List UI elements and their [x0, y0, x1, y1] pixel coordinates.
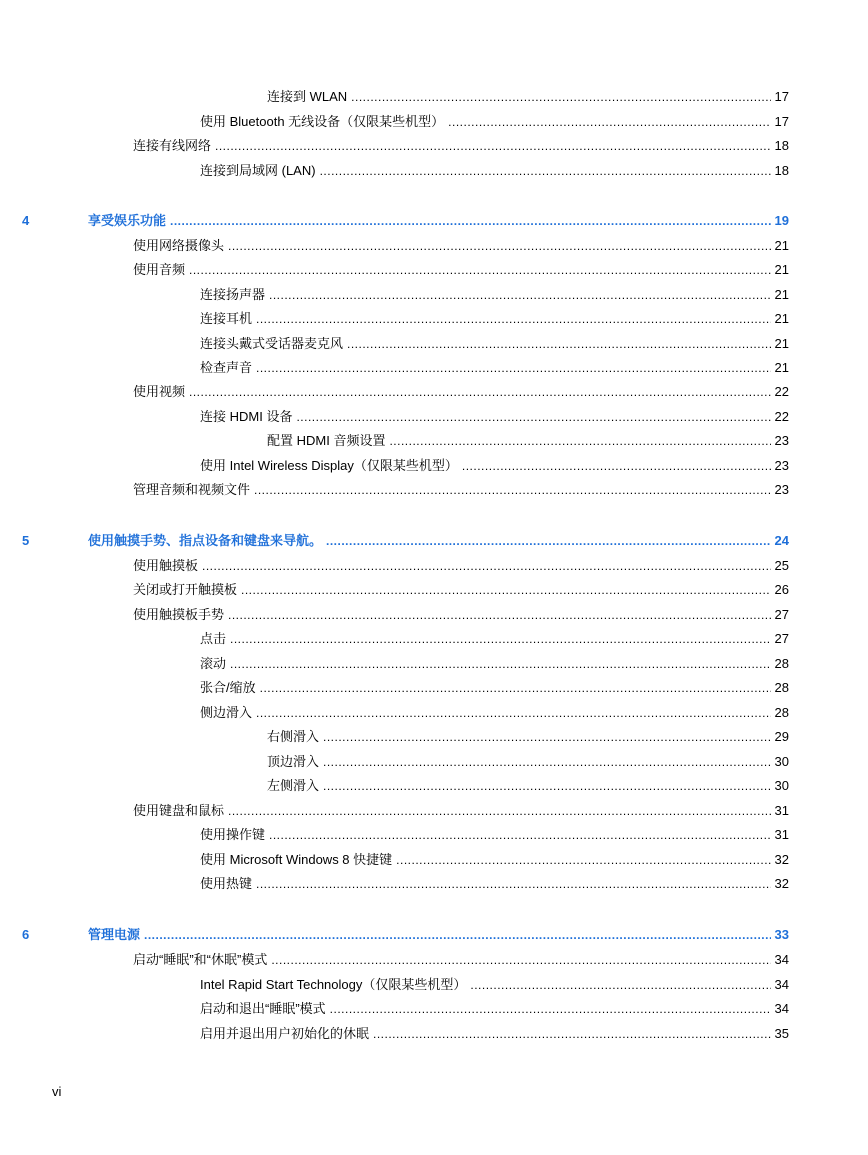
leader-dots: [326, 532, 771, 550]
toc-entry[interactable]: [200, 851, 789, 869]
toc-entry[interactable]: [200, 976, 789, 994]
leader-dots: [389, 432, 770, 450]
toc-entry-page: 17: [774, 114, 789, 129]
leader-dots: [144, 926, 771, 944]
leader-dots: [256, 359, 771, 377]
leader-dots: [228, 802, 771, 820]
toc-entry-page: 21: [774, 311, 789, 326]
toc-entry-title: 使用操作键: [200, 827, 266, 842]
toc-entry-page: 22: [774, 409, 789, 424]
toc-entry-title: 连接 HDMI 设备: [200, 409, 293, 424]
leader-dots: [260, 679, 771, 697]
toc-entry-title: 连接耳机: [200, 311, 253, 326]
leader-dots: [296, 408, 770, 426]
leader-dots: [202, 557, 771, 575]
toc-entry-page: 21: [774, 262, 789, 277]
toc-entry-title: 连接到 WLAN: [267, 89, 348, 104]
toc-entry-page: 21: [774, 287, 789, 302]
leader-dots: [228, 237, 771, 255]
toc-entry[interactable]: [200, 875, 789, 893]
toc-entry-title: 使用触摸手势、指点设备和键盘来导航。: [88, 533, 323, 548]
leader-dots: [256, 310, 771, 328]
toc-entry-title: 启动和退出“睡眠”模式: [200, 1001, 326, 1016]
toc-entry-title: 管理电源: [88, 927, 141, 942]
toc-entry-title: 左侧滑入: [267, 778, 320, 793]
toc-entry-page: 27: [774, 631, 789, 646]
toc-entry-page: 31: [774, 827, 789, 842]
toc-entry-page: 32: [774, 876, 789, 891]
toc-entry[interactable]: [200, 310, 789, 328]
toc-entry-title: 连接有线网络: [133, 138, 212, 153]
leader-dots: [241, 581, 771, 599]
toc-entry-title: 配置 HDMI 音频设置: [267, 433, 386, 448]
toc-entry-page: 29: [774, 729, 789, 744]
leader-dots: [323, 777, 771, 795]
toc-entry-page: 17: [774, 89, 789, 104]
leader-dots: [373, 1025, 771, 1043]
toc-chapter-entry[interactable]: [22, 212, 789, 230]
toc-entry-page: 34: [774, 952, 789, 967]
leader-dots: [170, 212, 771, 230]
leader-dots: [396, 851, 770, 869]
toc-entry-page: 21: [774, 336, 789, 351]
toc-entry-title: 使用网络摄像头: [133, 238, 225, 253]
toc-entry-page: 27: [774, 607, 789, 622]
toc-entry-title: 使用视频: [133, 384, 186, 399]
toc-entry-title: 张合/缩放: [200, 680, 256, 695]
leader-dots: [462, 457, 771, 475]
toc-entry-title: 检查声音: [200, 360, 253, 375]
toc-entry-page: 35: [774, 1026, 789, 1041]
toc-entry[interactable]: [200, 335, 789, 353]
toc-entry[interactable]: [133, 557, 789, 575]
leader-dots: [323, 728, 771, 746]
toc-entry-title: 使用 Intel Wireless Display（仅限某些机型）: [200, 458, 458, 473]
leader-dots: [228, 606, 771, 624]
toc-entry[interactable]: [133, 581, 789, 599]
chapter-number: 4: [22, 213, 30, 228]
toc-entry[interactable]: [200, 286, 789, 304]
toc-entry-title: 右侧滑入: [267, 729, 320, 744]
leader-dots: [230, 630, 771, 648]
toc-entry[interactable]: [267, 777, 789, 795]
leader-dots: [271, 951, 770, 969]
toc-entry-page: 19: [774, 213, 789, 228]
leader-dots: [320, 162, 771, 180]
toc-entry-page: 30: [774, 778, 789, 793]
leader-dots: [256, 875, 771, 893]
leader-dots: [470, 976, 770, 994]
toc-entry-title: 滚动: [200, 656, 227, 671]
toc-entry-title: 使用 Microsoft Windows 8 快捷键: [200, 852, 393, 867]
leader-dots: [230, 655, 771, 673]
toc-entry[interactable]: [200, 704, 789, 722]
toc-entry-page: 18: [774, 138, 789, 153]
toc-entry[interactable]: [267, 432, 789, 450]
toc-entry-page: 22: [774, 384, 789, 399]
toc-entry-title: 关闭或打开触摸板: [133, 582, 238, 597]
toc-entry[interactable]: [200, 162, 789, 180]
toc-entry[interactable]: [200, 408, 789, 426]
toc-entry-title: 使用音频: [133, 262, 186, 277]
chapter-number: 5: [22, 533, 30, 548]
toc-entry[interactable]: [200, 679, 789, 697]
toc-entry-title: 顶边滑入: [267, 754, 320, 769]
toc-entry[interactable]: [133, 237, 789, 255]
leader-dots: [347, 335, 771, 353]
leader-dots: [448, 113, 770, 131]
toc-entry-title: 启动“睡眠”和“休眠”模式: [133, 952, 268, 967]
toc-entry-page: 33: [774, 927, 789, 942]
toc-entry-page: 26: [774, 582, 789, 597]
toc-entry-page: 23: [774, 433, 789, 448]
toc-entry[interactable]: [200, 630, 789, 648]
toc-chapter-entry[interactable]: [22, 532, 789, 550]
toc-entry-page: 18: [774, 163, 789, 178]
toc-entry-page: 25: [774, 558, 789, 573]
leader-dots: [269, 286, 771, 304]
toc-entry-title: 启用并退出用户初始化的休眠: [200, 1026, 370, 1041]
toc-entry-page: 21: [774, 238, 789, 253]
toc-entry[interactable]: [133, 261, 789, 279]
toc-entry-title: Intel Rapid Start Technology（仅限某些机型）: [200, 977, 467, 992]
leader-dots: [215, 137, 771, 155]
toc-entry-title: 点击: [200, 631, 227, 646]
toc-entry-page: 30: [774, 754, 789, 769]
toc-entry-title: 使用触摸板手势: [133, 607, 225, 622]
toc-entry[interactable]: [200, 1000, 789, 1018]
toc-entry[interactable]: [267, 753, 789, 771]
toc-entry-page: 24: [774, 533, 789, 548]
leader-dots: [256, 704, 771, 722]
chapter-number: 6: [22, 927, 30, 942]
toc-entry-title: 使用 Bluetooth 无线设备（仅限某些机型）: [200, 114, 445, 129]
toc-entry-title: 享受娱乐功能: [88, 213, 167, 228]
leader-dots: [254, 481, 771, 499]
toc-entry-page: 34: [774, 1001, 789, 1016]
toc-entry-page: 32: [774, 852, 789, 867]
leader-dots: [351, 88, 770, 106]
toc-entry-title: 使用热键: [200, 876, 253, 891]
toc-entry[interactable]: [200, 457, 789, 475]
leader-dots: [189, 261, 771, 279]
leader-dots: [323, 753, 771, 771]
toc-entry-page: 28: [774, 680, 789, 695]
toc-entry-page: 23: [774, 458, 789, 473]
toc-entry-title: 使用键盘和鼠标: [133, 803, 225, 818]
toc-entry[interactable]: [200, 359, 789, 377]
toc-entry-page: 31: [774, 803, 789, 818]
toc-entry[interactable]: [200, 1025, 789, 1043]
toc-entry[interactable]: [133, 481, 789, 499]
toc-entry[interactable]: [200, 826, 789, 844]
footer-page-number: vi: [52, 1084, 62, 1099]
toc-entry-page: 21: [774, 360, 789, 375]
toc-entry-page: 23: [774, 482, 789, 497]
toc-entry-title: 连接头戴式受话器麦克风: [200, 336, 344, 351]
toc-entry[interactable]: [200, 655, 789, 673]
toc-chapter-entry[interactable]: [22, 926, 789, 944]
toc-entry[interactable]: [133, 802, 789, 820]
toc-entry-title: 侧边滑入: [200, 705, 253, 720]
toc-entry[interactable]: [133, 606, 789, 624]
leader-dots: [269, 826, 771, 844]
toc-entry-page: 34: [774, 977, 789, 992]
toc-entry[interactable]: [200, 113, 789, 131]
toc-entry-title: 管理音频和视频文件: [133, 482, 251, 497]
toc-entry[interactable]: [133, 137, 789, 155]
toc-entry[interactable]: [267, 728, 789, 746]
toc-entry[interactable]: [133, 383, 789, 401]
toc-entry-title: 使用触摸板: [133, 558, 199, 573]
toc-entry-title: 连接到局域网 (LAN): [200, 163, 316, 178]
toc-entry-page: 28: [774, 656, 789, 671]
toc-entry[interactable]: [133, 951, 789, 969]
toc-entry[interactable]: [267, 88, 789, 106]
leader-dots: [330, 1000, 771, 1018]
leader-dots: [189, 383, 771, 401]
toc-entry-page: 28: [774, 705, 789, 720]
toc-entry-title: 连接扬声器: [200, 287, 266, 302]
